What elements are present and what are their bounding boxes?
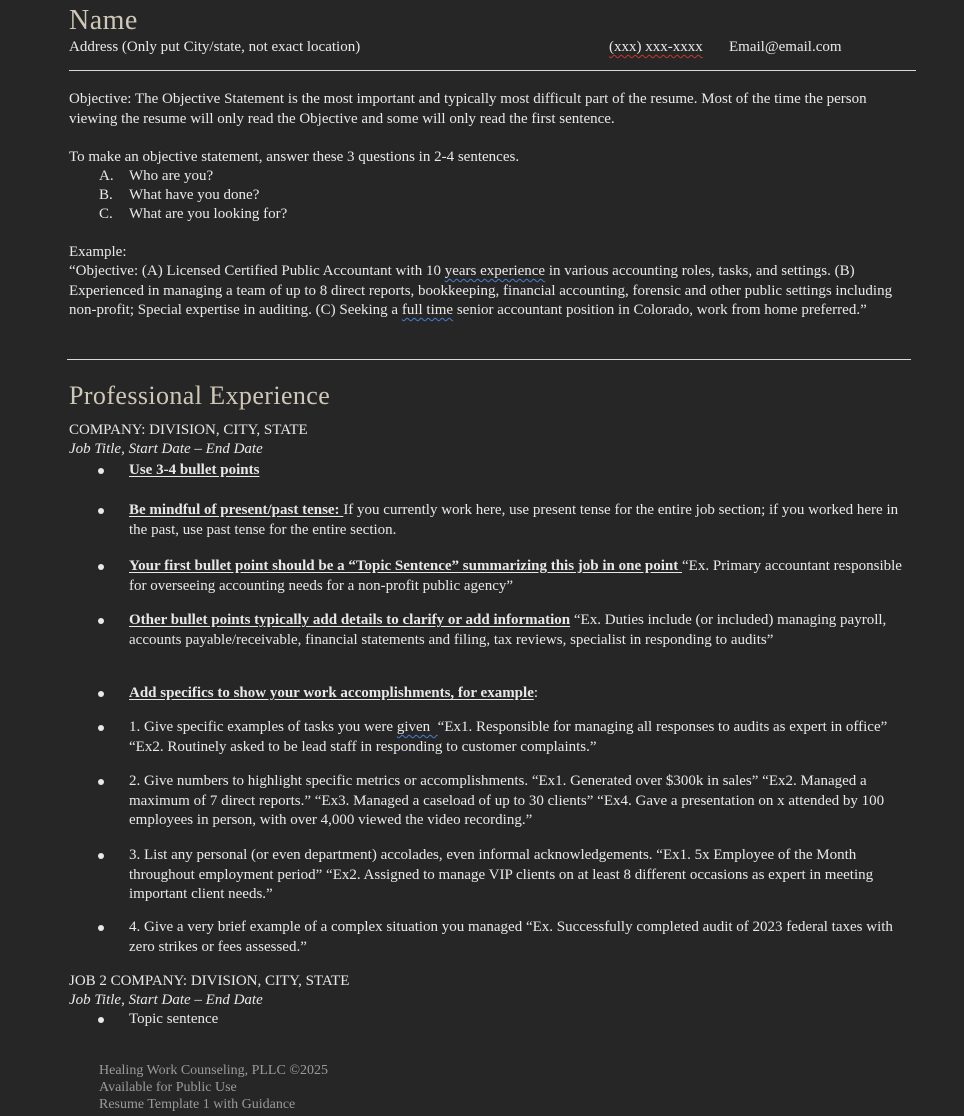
bullet-text: 4. Give a very brief example of a complex situation you managed “Ex. Successfully completed audit of 2023 federal taxes with zero strikes or fees assessed.”	[129, 919, 893, 955]
bullet-text: If you currently work here, use present tense for the entire job section; if you worked here in the past, use past tense for the entire section.	[129, 502, 899, 538]
example-objective	[69, 262, 914, 321]
bullet-icon	[98, 691, 104, 697]
bullet-text: “Ex1. Responsible for managing all responses to audits as expert in office” “Ex2. Routinely asked to be lead staff in responding to customer complaints.”	[129, 719, 888, 755]
bullet-icon	[98, 508, 104, 514]
bullet-text: “Ex. Duties include (or included) managing payroll, accounts payable/receivable, financial statements and filing, tax reviews, specialist in responding to audits”	[129, 612, 887, 648]
bullet-heading: Add specifics to show your work accomplishments, for example	[129, 685, 534, 701]
example-part: senior accountant position in Colorado, work from home preferred.”	[453, 302, 867, 318]
grammar-flag: full time	[401, 302, 454, 318]
list-item	[129, 718, 914, 757]
job1-company: COMPANY: DIVISION, CITY, STATE	[69, 422, 308, 438]
question-letter: C.	[99, 206, 113, 222]
question-text: Who are you?	[129, 168, 214, 184]
objective-intro: To make an objective statement, answer these 3 questions in 2-4 sentences.	[69, 149, 520, 165]
contact-row	[69, 38, 929, 58]
footer-line: Resume Template 1 with Guidance	[99, 1097, 296, 1112]
question-item	[99, 186, 287, 205]
bullet-icon	[98, 853, 104, 859]
list-item	[129, 772, 914, 831]
question-text: What have you done?	[129, 187, 260, 203]
section-title-experience: Professional Experience	[69, 381, 331, 410]
address-text: Address (Only put City/state, not exact location)	[69, 39, 361, 55]
bullet-text: “Ex. Primary accountant responsible for overseeing accounting needs for a non-profit public agency”	[129, 558, 902, 594]
job2-company: JOB 2 COMPANY: DIVISION, CITY, STATE	[69, 973, 350, 989]
bullet-heading: Be mindful of present/past tense:	[129, 502, 344, 518]
footer-line: Healing Work Counseling, PLLC ©2025	[99, 1063, 328, 1078]
section-divider	[67, 359, 911, 360]
email-text: Email@email.com	[729, 39, 842, 55]
grammar-flag: years experience	[444, 263, 546, 279]
example-label: Example:	[69, 244, 127, 260]
bullet-icon	[98, 725, 104, 731]
bullet-text: 2. Give numbers to highlight specific metrics or accomplishments. “Ex1. Generated over $300k in sales” “Ex2. Managed a maximum of 7 direct reports.” “Ex3. Managed a caseload of up to 30 clients” “Ex4. Gave a presentation on x attended by 100 employees in person, with over 4,000 viewed the video recording.”	[129, 773, 885, 828]
bullet-icon	[98, 779, 104, 785]
objective-questions	[99, 167, 287, 224]
footer-line: Available for Public Use	[99, 1080, 237, 1095]
bullet-text: 1. Give specific examples of tasks you were	[129, 719, 397, 735]
question-text: What are you looking for?	[129, 206, 288, 222]
example-part: in various accounting roles, tasks, and settings. (B) Experienced in managing a team of up to 8 direct reports, bookkeeping, financial accounting, forensic and other public settings including non-profit; Special expertise in auditing. (C) Seeking a	[69, 263, 893, 318]
grammar-flag: given	[396, 719, 438, 735]
bullet-icon	[98, 618, 104, 624]
bullet-icon	[98, 468, 104, 474]
objective-paragraph: Objective: The Objective Statement is the most important and typically most difficult part of the resume. Most of the time the person viewing the resume will only read the Objective and some will only read the first sentence.	[69, 91, 867, 127]
bullet-icon	[98, 564, 104, 570]
bullet-text: 3. List any personal (or even department) accolades, even informal acknowledgements. “Ex1. 5x Employee of the Month throughout employment period” “Ex2. Assigned to manage VIP clients on at least 8 different occasions as expert in meeting important client needs.”	[129, 847, 874, 902]
bullet-heading: Other bullet points typically add details to clarify or add information	[129, 612, 571, 628]
bullet-icon	[98, 1017, 104, 1023]
list-item	[129, 918, 914, 957]
question-item	[99, 167, 287, 186]
phone-text: (xxx) xxx-xxxx	[609, 39, 703, 55]
bullet-text: Topic sentence	[129, 1011, 219, 1027]
list-item	[129, 846, 914, 905]
footer	[99, 1062, 328, 1113]
list-item	[129, 611, 914, 650]
question-letter: A.	[99, 168, 114, 184]
candidate-name: Name	[69, 5, 138, 36]
question-item	[99, 205, 287, 224]
example-part: “Objective: (A) Licensed Certified Public Accountant with 10	[69, 263, 445, 279]
list-item	[129, 461, 914, 481]
header-divider	[69, 70, 916, 71]
bullet-heading: Your first bullet point should be a “Topic Sentence” summarizing this job in one point	[129, 558, 683, 574]
list-item	[129, 1010, 914, 1030]
question-letter: B.	[99, 187, 113, 203]
list-item	[129, 684, 914, 704]
job2-title: Job Title, Start Date – End Date	[69, 992, 263, 1008]
list-item	[129, 557, 914, 596]
list-item	[129, 501, 914, 540]
bullet-text: :	[533, 685, 539, 701]
bullet-icon	[98, 925, 104, 931]
bullet-heading: Use 3-4 bullet points	[129, 462, 260, 478]
job1-title: Job Title, Start Date – End Date	[69, 441, 263, 457]
